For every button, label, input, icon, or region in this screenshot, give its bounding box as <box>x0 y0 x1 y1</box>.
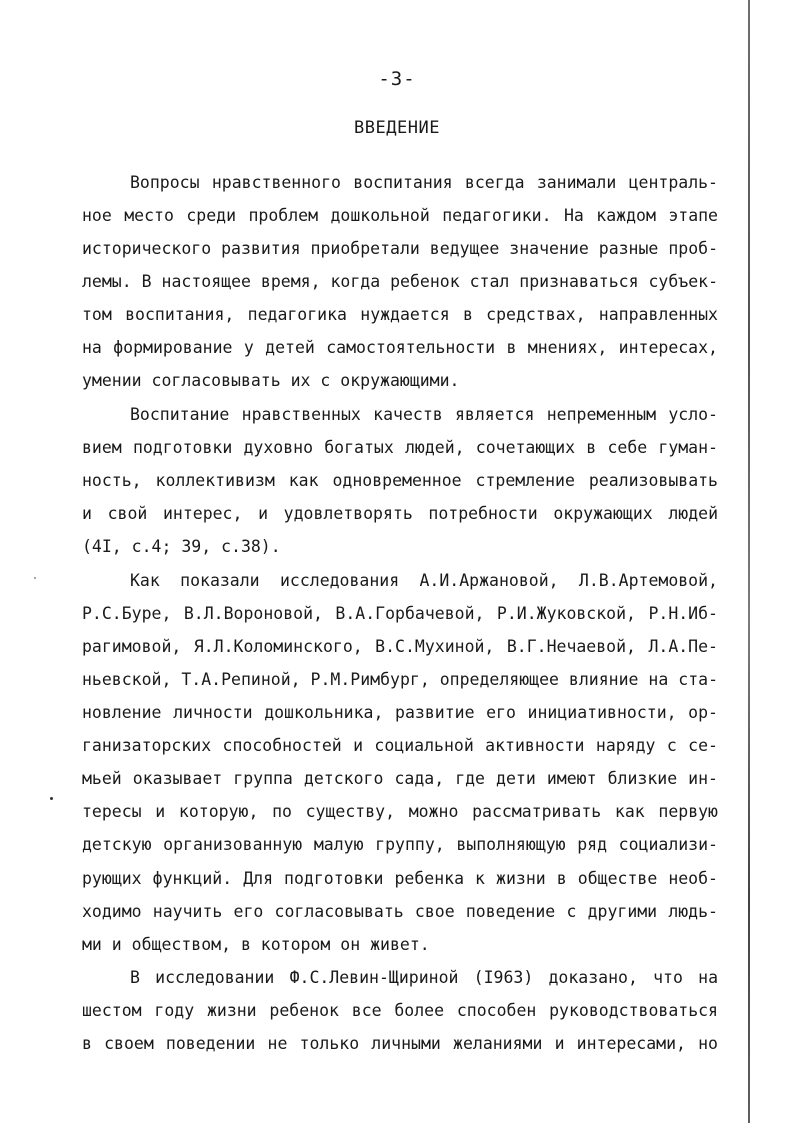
text-line: новление личности дошкольника, развитие его инициативности, ор- <box>82 703 718 722</box>
text-line: (4I, с.4; 39, с.38). <box>82 537 281 556</box>
text-line: умении согласовывать их с окружающими. <box>82 371 460 390</box>
text-line: шестом году жизни ребенок все более способен руководствоваться <box>82 1001 718 1020</box>
section-heading: ВВЕДЕНИЕ <box>354 118 440 138</box>
scan-speck <box>50 797 53 800</box>
scan-speck <box>34 577 36 579</box>
text-line: Воспитание нравственных качеств является непременным усло- <box>130 405 718 424</box>
page-number: -3- <box>378 68 416 90</box>
text-line: Вопросы нравственного воспитания всегда занимали централь- <box>130 173 718 192</box>
text-line: рагимовой, Я.Л.Коломинского, В.С.Мухиной, В.Г.Нечаевой, Л.А.Пе- <box>82 637 718 656</box>
text-line: том воспитания, педагогика нуждается в средствах, направленных <box>82 305 718 324</box>
text-line: Р.С.Буре, В.Л.Вороновой, В.А.Горбачевой, Р.И.Жуковской, Р.Н.Иб- <box>82 604 718 623</box>
text-line: вием подготовки духовно богатых людей, сочетающих в себе гуман- <box>82 438 718 457</box>
text-line: В исследовании Ф.С.Левин-Щириной (I963) доказано, что на <box>130 968 718 987</box>
text-line: ньевской, Т.А.Репиной, Р.М.Римбург, определяющее влияние на ста- <box>82 670 718 689</box>
text-line: ходимо научить его согласовывать свое поведение с другими людь- <box>82 902 718 921</box>
text-line: ганизаторских способностей и социальной активности наряду с се- <box>82 736 718 755</box>
text-line: и свой интерес, и удовлетворять потребности окружающих людей <box>82 504 718 523</box>
scan-edge-line <box>748 0 750 1123</box>
text-line: в своем поведении не только личными желаниями и интересами, но <box>82 1034 718 1053</box>
text-line: детскую организованную малую группу, выполняющую ряд социализи- <box>82 835 718 854</box>
text-line: Как показали исследования А.И.Аржановой, Л.В.Артемовой, <box>130 571 718 590</box>
text-line: ность, коллективизм как одновременное стремление реализовывать <box>82 471 718 490</box>
text-line: тересы и которую, по существу, можно рассматривать как первую <box>82 802 718 821</box>
text-line: исторического развития приобретали ведущее значение разные проб- <box>82 239 718 258</box>
text-line: ное место среди проблем дошкольной педагогики. На каждом этапе <box>82 206 718 225</box>
text-line: мьей оказывает группа детского сада, где дети имеют близкие ин- <box>82 769 718 788</box>
text-line: лемы. В настоящее время, когда ребенок стал признаваться субъек- <box>82 272 718 291</box>
text-line: ми и обществом, в котором он живет. <box>82 935 430 954</box>
text-line: на формирование у детей самостоятельности в мнениях, интересах, <box>82 338 718 357</box>
text-line: рующих функций. Для подготовки ребенка к жизни в обществе необ- <box>82 869 718 888</box>
